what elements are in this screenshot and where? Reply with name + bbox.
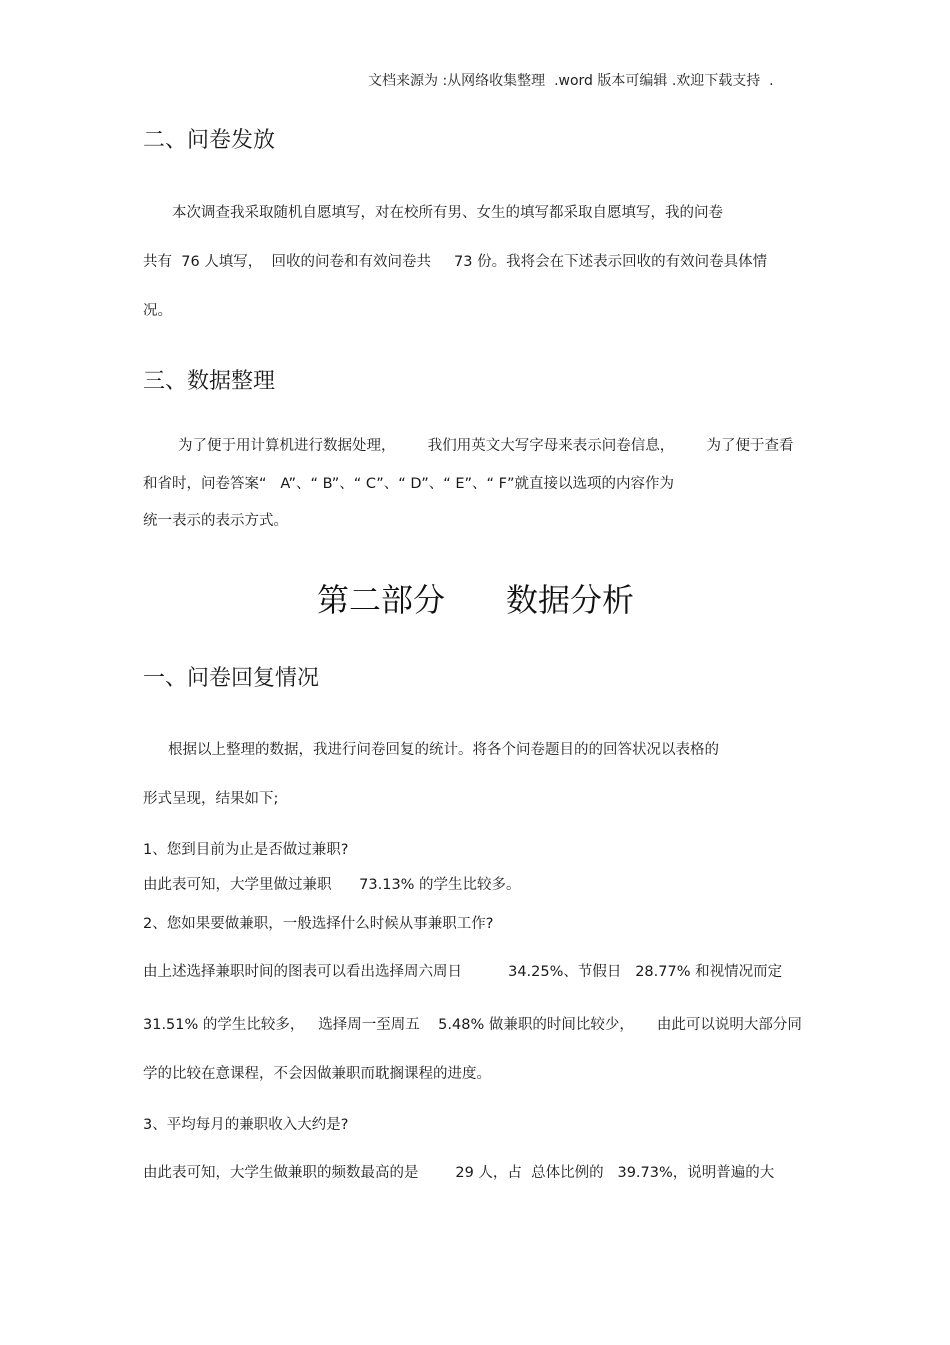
response-intro-line-2: 形式呈现，结果如下; xyxy=(143,791,279,807)
part-two-title: 第二部分 数据分析 xyxy=(317,581,635,619)
distribution-paragraph-line-2: 共有 76 人填写， 回收的问卷和有效问卷共 73 份。我将会在下述表示回收的有效问卷具体情 xyxy=(143,254,768,270)
distribution-paragraph-line-3: 况。 xyxy=(143,303,172,319)
question-3: 3、平均每月的兼职收入大约是? xyxy=(143,1117,349,1133)
question-2-answer-line-2: 31.51% 的学生比较多， 选择周一至周五 5.48% 做兼职的时间比较少， 由此可以说明大部分同 xyxy=(143,1017,802,1033)
section-heading-distribution: 二、问卷发放 xyxy=(143,128,276,153)
question-3-answer: 由此表可知，大学生做兼职的频数最高的是 29 人，占 总体比例的 39.73%，说明普遍的大 xyxy=(143,1165,775,1181)
organize-paragraph-line-2: 和省时，问卷答案“ A”、“ B”、“ C”、“ D”、“ E”、“ F”就直接以选项的内容作为 xyxy=(143,476,674,492)
organize-paragraph-line-3: 统一表示的表示方式。 xyxy=(143,513,288,529)
question-2-answer-line-3: 学的比较在意课程，不会因做兼职而耽搁课程的进度。 xyxy=(143,1066,491,1082)
header-source-note: 文档来源为 :从网络收集整理 .word 版本可编辑 .欢迎下载支持 . xyxy=(368,73,774,89)
question-1-answer: 由此表可知，大学里做过兼职 73.13% 的学生比较多。 xyxy=(143,877,521,893)
response-intro-line-1: 根据以上整理的数据，我进行问卷回复的统计。将各个问卷题目的的回答状况以表格的 xyxy=(168,742,719,758)
organize-paragraph-line-1: 为了便于用计算机进行数据处理， 我们用英文大写字母来表示问卷信息， 为了便于查看 xyxy=(178,438,794,454)
question-2: 2、您如果要做兼职，一般选择什么时候从事兼职工作? xyxy=(143,916,494,932)
section-heading-response: 一、问卷回复情况 xyxy=(143,666,320,691)
question-1: 1、您到目前为止是否做过兼职? xyxy=(143,842,349,858)
distribution-paragraph-line-1: 本次调查我采取随机自愿填写，对在校所有男、女生的填写都采取自愿填写，我的问卷 xyxy=(172,205,723,221)
section-heading-organize: 三、数据整理 xyxy=(143,369,276,394)
question-2-answer-line-1: 由上述选择兼职时间的图表可以看出选择周六周日 34.25%、节假日 28.77% 和视情况而定 xyxy=(143,964,783,980)
